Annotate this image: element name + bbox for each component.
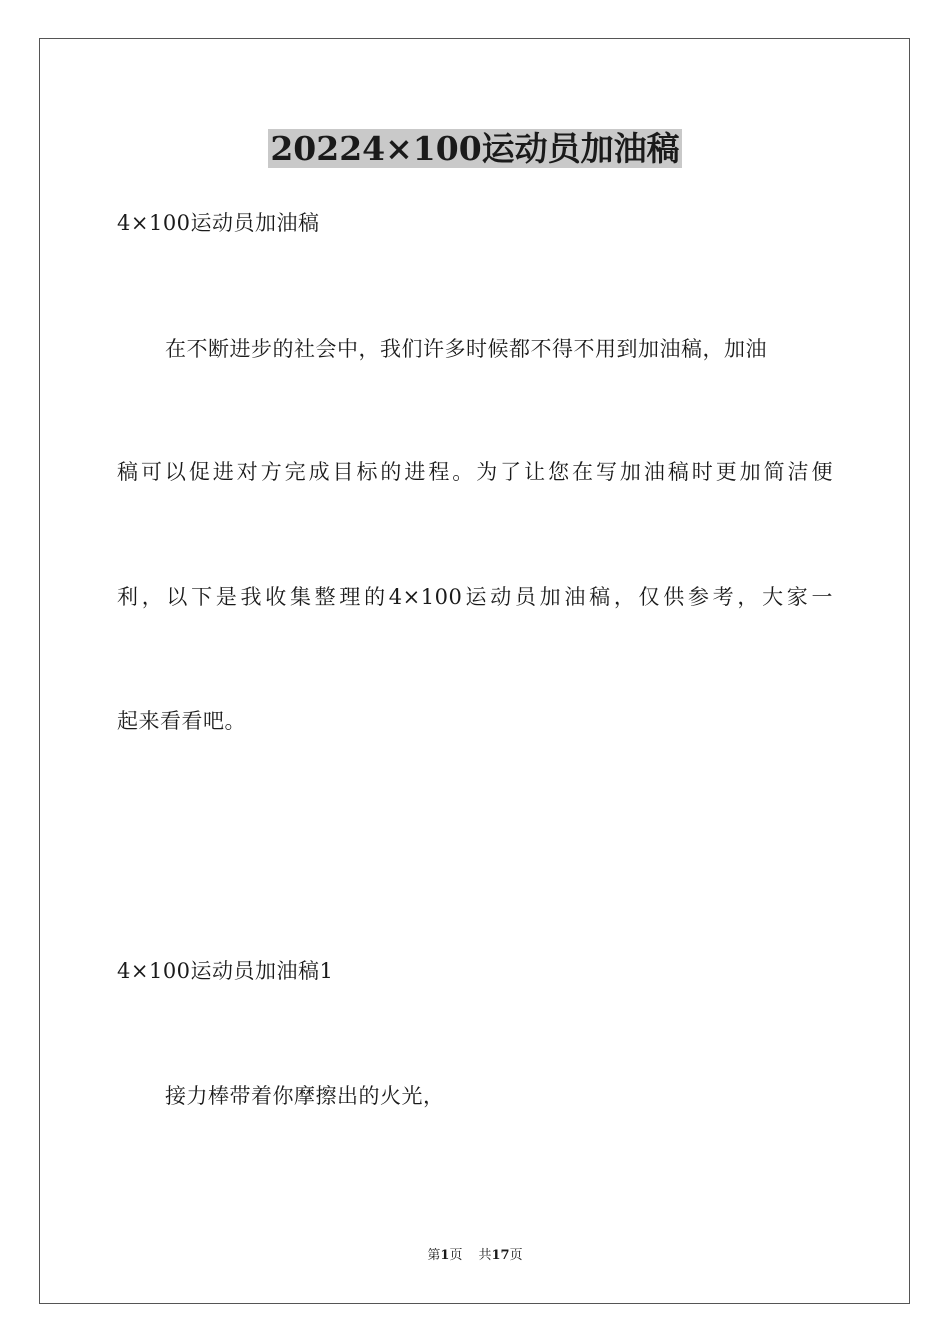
document-title xyxy=(0,126,950,172)
footer-page-suffix: 页 xyxy=(449,1248,463,1263)
section-line-1: 接力棒带着你摩擦出的火光， xyxy=(165,1084,445,1108)
footer-page-prefix: 第 xyxy=(427,1248,441,1263)
intro-line-3: 利，以下是我收集整理的4×100运动员加油稿，仅供参考，大家一 xyxy=(117,585,833,609)
document-title-text: 20224×100运动员加油稿 xyxy=(270,129,680,168)
document-subtitle: 4×100运动员加油稿 xyxy=(117,211,320,235)
footer-total-prefix: 共 xyxy=(478,1248,492,1263)
page-footer xyxy=(0,1247,950,1265)
intro-line-1: 在不断进步的社会中，我们许多时候都不得不用到加油稿，加油 xyxy=(165,337,767,361)
footer-page-number: 1 xyxy=(440,1248,450,1263)
intro-line-2: 稿可以促进对方完成目标的进程。为了让您在写加油稿时更加简洁便 xyxy=(117,460,833,484)
section-heading: 4×100运动员加油稿1 xyxy=(117,959,334,983)
intro-line-4: 起来看看吧。 xyxy=(117,709,246,733)
footer-total-pages: 17 xyxy=(491,1248,510,1263)
footer-total-suffix: 页 xyxy=(509,1248,523,1263)
